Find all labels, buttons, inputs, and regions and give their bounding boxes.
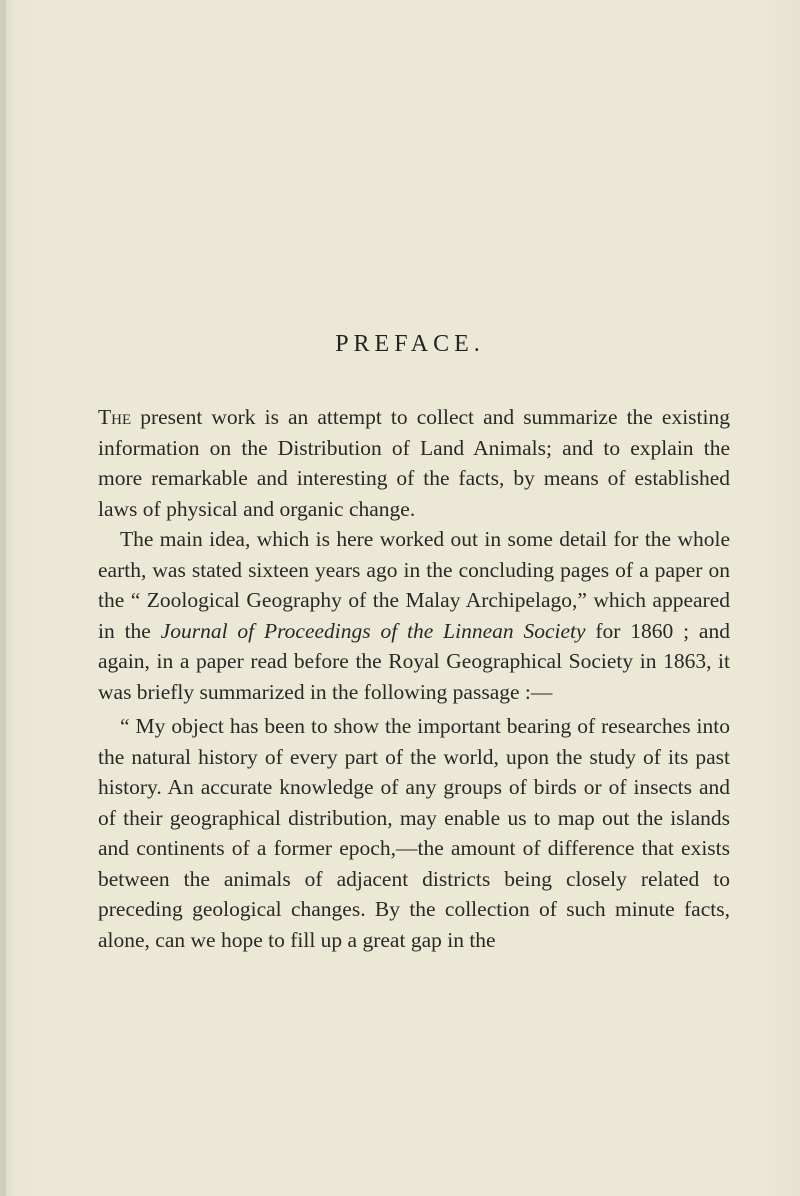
paragraph-intro-text: present work is an attempt to collect and summarize the existing information on the Distribution of Land Animals; and to explain the more remarkable and interesting of the facts, by means of established laws of physical and organic change.: [98, 405, 730, 521]
paragraph-main-idea-text-a: The main idea, which is here worked out in some detail for the whole earth, was stated sixteen years ago in the concluding pages of a paper on the “ Zoological Geography of the Malay Archipelago,” which appeared in the: [98, 527, 730, 643]
preface-body: [98, 402, 730, 955]
paragraph-main-idea: [98, 524, 730, 707]
paragraph-quotation: “ My object has been to show the important bearing of researches into the natural history of every part of the world, upon the study of its past history. An accurate knowledge of any groups of birds or of insects and of their geographical distribution, may enable us to map out the islands and continents of a former epoch,—the amount of difference that exists between the animals of adjacent districts being closely related to preceding geological changes. By the collection of such minute facts, alone, can we hope to fill up a great gap in the: [98, 714, 730, 952]
journal-title: Journal of Proceedings of the Linnean Society: [160, 618, 586, 643]
page-title: PREFACE.: [335, 331, 485, 357]
paragraph-main-idea-text-b: for 1860 ; and again, in a paper read before the Royal Geographical Society in 1863, it was briefly summarized in the following passage :—: [98, 618, 730, 704]
paragraph-intro: [98, 402, 730, 524]
page-gutter: [0, 0, 6, 1196]
paragraph-lead-word: The: [98, 405, 132, 429]
